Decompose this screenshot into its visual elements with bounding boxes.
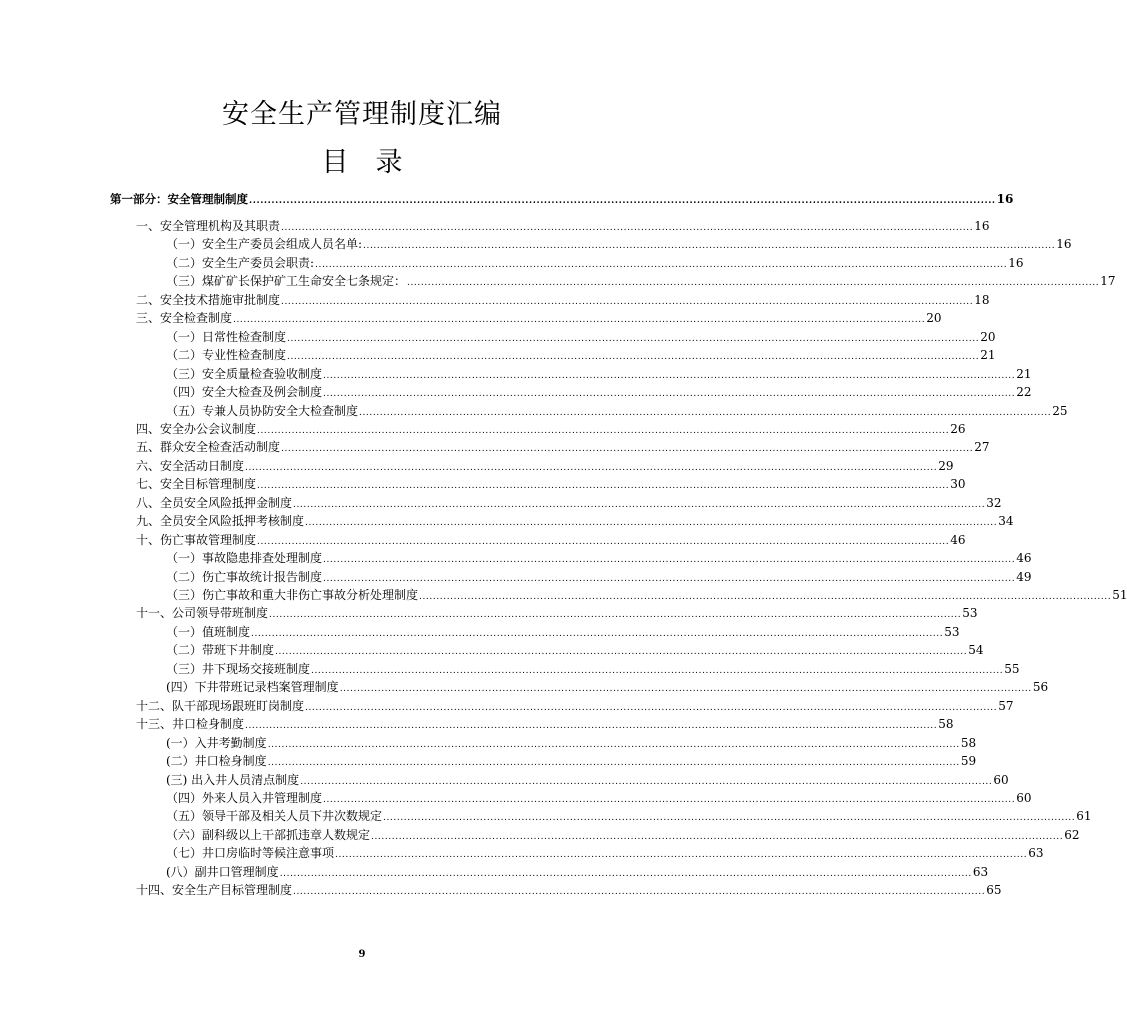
toc-entry-page: 20: [926, 311, 942, 326]
toc-entry-label: （三）煤矿矿长保护矿工生命安全七条规定：: [166, 274, 407, 289]
toc-entry-label: 十三、井口检身制度: [136, 717, 245, 732]
toc-entry-page: 62: [1064, 827, 1080, 842]
toc-dot-leader: ........................................................................................................................................................................................................: [359, 407, 1052, 418]
toc-entry-label: （一）事故隐患排查处理制度: [166, 551, 323, 566]
toc-entry[interactable]: [136, 437, 990, 455]
toc-entry-page: 49: [1016, 569, 1032, 584]
toc-entry-page: 46: [1016, 551, 1032, 566]
toc-entry-label: （二）专业性检查制度: [166, 348, 287, 363]
toc-entry-label: 四、安全办公会议制度: [136, 421, 257, 436]
toc-entry-label: 七、安全目标管理制度: [136, 477, 257, 492]
toc-entry-label: 八、全员安全风险抵押金制度: [136, 495, 293, 510]
toc-dot-leader: ........................................................................................................................................................................................................: [339, 684, 1032, 695]
toc-entry-label: 十二、队干部现场跟班盯岗制度: [136, 698, 305, 713]
toc-entry-page: 56: [1032, 680, 1049, 695]
toc-entry-page: 32: [986, 495, 1002, 510]
toc-entry[interactable]: [166, 659, 1020, 677]
toc-dot-leader: ........................................................................................................................................................................................................: [323, 794, 1016, 805]
toc-dot-leader: ........................................................................................................................................................................................................: [311, 665, 1004, 676]
toc-dot-leader: ........................................................................................................................................................................................................: [257, 425, 950, 436]
toc-entry[interactable]: [166, 401, 1068, 419]
toc-dot-leader: ........................................................................................................................................................................................................: [279, 868, 972, 879]
toc-entry-page: 58: [938, 717, 954, 732]
toc-entry-label: 第一部分：安全管理制制度: [110, 192, 248, 206]
toc-entry-label: （三）安全质量检查验收制度: [166, 366, 323, 381]
toc-entry-label: (一）入井考勤制度: [166, 735, 267, 750]
toc-entry-label: 十一、公司领导带班制度: [136, 606, 269, 621]
toc-entry[interactable]: [166, 253, 1024, 271]
toc-entry-label: (三) 出入井人员清点制度: [166, 772, 300, 787]
toc-entry-label: 十四、安全生产目标管理制度: [136, 883, 293, 898]
toc-heading: 目 录: [321, 147, 403, 178]
toc-dot-leader: ........................................................................................................................................................................................................: [315, 259, 1008, 270]
toc-entry-label: （四）安全大检查及例会制度: [166, 385, 323, 400]
toc-entry[interactable]: [136, 530, 966, 548]
toc-entry-page: 34: [998, 514, 1014, 529]
toc-entry[interactable]: [136, 474, 966, 492]
toc-dot-leader: ........................................................................................................................................................................................................: [419, 592, 1112, 602]
toc-entry[interactable]: [166, 677, 1049, 695]
page-number: 9: [358, 949, 366, 960]
toc-dot-leader: ........................................................................................................................................................................................................: [407, 278, 1100, 289]
toc-entry-page: 55: [1004, 661, 1020, 676]
toc-entry[interactable]: [166, 364, 1032, 382]
toc-dot-leader: ........................................................................................................................................................................................................: [287, 333, 980, 344]
toc-dot-leader: ........................................................................................................................................................................................................: [257, 536, 950, 547]
toc-entry[interactable]: [136, 493, 1002, 511]
toc-dot-leader: ........................................................................................................................................................................................................: [281, 223, 974, 233]
toc-entry-page: 60: [993, 772, 1009, 787]
toc-dot-leader: ........................................................................................................................................................................................................: [363, 241, 1056, 252]
toc-entry-label: (二）井口检身制度: [166, 754, 267, 769]
toc-entry-label: 十、伤亡事故管理制度: [136, 532, 257, 547]
toc-dot-leader: ........................................................................................................................................................................................................: [335, 850, 1028, 861]
toc-dot-leader: ........................................................................................................................................................................................................: [269, 610, 962, 621]
toc-entry-label: （三）井下现场交接班制度: [166, 661, 311, 676]
toc-entry[interactable]: [166, 862, 989, 880]
toc-dot-leader: ........................................................................................................................................................................................................: [275, 647, 968, 658]
toc-entry-page: 30: [950, 477, 966, 492]
toc-dot-leader: ........................................................................................................................................................................................................: [233, 315, 926, 326]
toc-dot-leader: ........................................................................................................................................................................................................: [281, 296, 974, 307]
toc-entry[interactable]: [136, 216, 990, 234]
toc-entry[interactable]: [136, 696, 1014, 714]
toc-entry[interactable]: [166, 382, 1032, 400]
toc-dot-leader: ........................................................................................................................................................................................................: [267, 758, 960, 769]
toc-entry-page: 63: [1028, 846, 1044, 861]
toc-entry[interactable]: [166, 733, 977, 751]
toc-entry[interactable]: [136, 308, 942, 326]
toc-entry-page: 18: [974, 292, 990, 307]
toc-entry[interactable]: [166, 234, 1072, 252]
toc-entry-label: 六、安全活动日制度: [136, 458, 245, 473]
toc-entry-page: 25: [1052, 403, 1068, 418]
toc-dot-leader: ........................................................................................................................................................................................................: [267, 739, 960, 750]
toc-entry[interactable]: [166, 806, 1092, 824]
toc-entry[interactable]: [166, 751, 977, 769]
toc-entry-label: （一）值班制度: [166, 624, 251, 639]
toc-entry-label: （五）领导干部及相关人员下井次数规定: [166, 809, 383, 824]
toc-dot-leader: ........................................................................................................................................................................................................: [323, 389, 1016, 400]
toc-entry-page: 16: [974, 219, 990, 233]
toc-dot-leader: ........................................................................................................................................................................................................: [300, 776, 993, 787]
toc-entry-page: 46: [950, 532, 966, 547]
toc-dot-leader: ........................................................................................................................................................................................................: [257, 481, 950, 492]
toc-entry[interactable]: [166, 548, 1032, 566]
toc-entry-page: 29: [938, 458, 954, 473]
toc-dot-leader: ........................................................................................................................................................................................................: [293, 887, 986, 898]
toc-entry[interactable]: [166, 825, 1080, 843]
toc-entry-label: 二、安全技术措施审批制度: [136, 292, 281, 307]
toc-entry[interactable]: [166, 770, 1009, 788]
toc-entry[interactable]: [136, 511, 1014, 529]
toc-entry[interactable]: [136, 603, 978, 621]
toc-entry-page: 21: [980, 348, 996, 363]
toc-entry[interactable]: [166, 585, 1127, 603]
toc-entry-page: 59: [960, 754, 977, 769]
toc-entry-page: 57: [998, 698, 1014, 713]
toc-entry-label: 三、安全检查制度: [136, 311, 233, 326]
toc-entry-page: 16: [996, 192, 1014, 206]
toc-dot-leader: ........................................................................................................................................................................................................: [251, 628, 944, 639]
toc-entry[interactable]: [136, 290, 990, 308]
toc-dot-leader: ........................................................................................................................................................................................................: [287, 352, 980, 363]
toc-entry-page: 53: [944, 624, 960, 639]
toc-entry-label: （二）安全生产委员会职责:: [166, 255, 315, 270]
toc-entry-page: 16: [1008, 255, 1024, 270]
toc-entry-page: 27: [974, 440, 990, 455]
toc-entry[interactable]: [166, 327, 996, 345]
toc-entry-label: （四）外来人员入井管理制度: [166, 790, 323, 805]
toc-entry-page: 63: [972, 864, 989, 879]
toc-entry-label: 一、安全管理机构及其职责: [136, 219, 281, 233]
toc-entry-label: 五、群众安全检查活动制度: [136, 440, 281, 455]
toc-entry-label: （二）伤亡事故统计报告制度: [166, 569, 323, 584]
toc-entry[interactable]: [110, 189, 1014, 207]
toc-entry-page: 51: [1112, 588, 1127, 602]
toc-entry-page: 61: [1076, 809, 1092, 824]
toc-entry-page: 26: [950, 421, 966, 436]
toc-entry[interactable]: [166, 640, 984, 658]
toc-dot-leader: ........................................................................................................................................................................................................: [305, 518, 998, 529]
toc-entry-page: 54: [968, 643, 984, 658]
toc-dot-leader: ........................................................................................................................................................................................................: [245, 462, 938, 473]
toc-entry[interactable]: [166, 567, 1032, 585]
toc-entry[interactable]: [166, 271, 1116, 289]
toc-entry-label: （六）副科级以上干部抓违章人数规定: [166, 827, 371, 842]
toc-dot-leader: ........................................................................................................................................................................................................: [323, 370, 1016, 381]
toc-dot-leader: ........................................................................................................................................................................................................: [323, 555, 1016, 566]
toc-dot-leader: ........................................................................................................................................................................................................: [371, 831, 1064, 842]
toc-dot-leader: ........................................................................................................................................................................................................: [293, 499, 986, 510]
toc-entry-page: 21: [1016, 366, 1032, 381]
toc-entry[interactable]: [166, 843, 1044, 861]
toc-dot-leader: ........................................................................................................................................................................................................: [383, 813, 1076, 824]
toc-entry[interactable]: [136, 456, 954, 474]
toc-entry-label: （二）带班下井制度: [166, 643, 275, 658]
toc-entry-label: 九、全员安全风险抵押考核制度: [136, 514, 305, 529]
toc-dot-leader: ........................................................................................................................................................................................................: [305, 702, 998, 713]
toc-entry[interactable]: [136, 714, 954, 732]
toc-entry[interactable]: [166, 788, 1032, 806]
document-title: 安全生产管理制度汇编: [222, 99, 502, 130]
toc-dot-leader: ........................................................................................................................................................................................................: [281, 444, 974, 455]
toc-entry-page: 17: [1100, 274, 1116, 289]
toc-entry-page: 58: [960, 735, 977, 750]
toc-entry-page: 16: [1056, 237, 1072, 252]
toc-entry-label: （一）日常性检查制度: [166, 329, 287, 344]
toc-dot-leader: ........................................................................................................................................................................................................: [245, 721, 938, 732]
toc-entry-label: (八）副井口管理制度: [166, 864, 279, 879]
toc-entry-label: （五）专兼人员协防安全大检查制度: [166, 403, 359, 418]
toc-entry-label: （一）安全生产委员会组成人员名单:: [166, 237, 363, 252]
toc-entry[interactable]: [166, 622, 960, 640]
toc-entry[interactable]: [166, 345, 996, 363]
toc-entry-label: (四）下井带班记录档案管理制度: [166, 680, 339, 695]
toc-entry[interactable]: [136, 880, 1002, 898]
toc-entry-label: （三）伤亡事故和重大非伤亡事故分析处理制度: [166, 588, 419, 602]
toc-dot-leader: ........................................................................................................................................................................................................: [249, 196, 996, 206]
toc-entry-page: 53: [962, 606, 978, 621]
toc-entry-page: 20: [980, 329, 996, 344]
toc-dot-leader: ........................................................................................................................................................................................................: [323, 573, 1016, 584]
toc-entry-page: 65: [986, 883, 1002, 898]
toc-entry-page: 60: [1016, 790, 1032, 805]
toc-entry-label: （七）井口房临时等候注意事项: [166, 846, 335, 861]
toc-entry-page: 22: [1016, 385, 1032, 400]
toc-entry[interactable]: [136, 419, 966, 437]
